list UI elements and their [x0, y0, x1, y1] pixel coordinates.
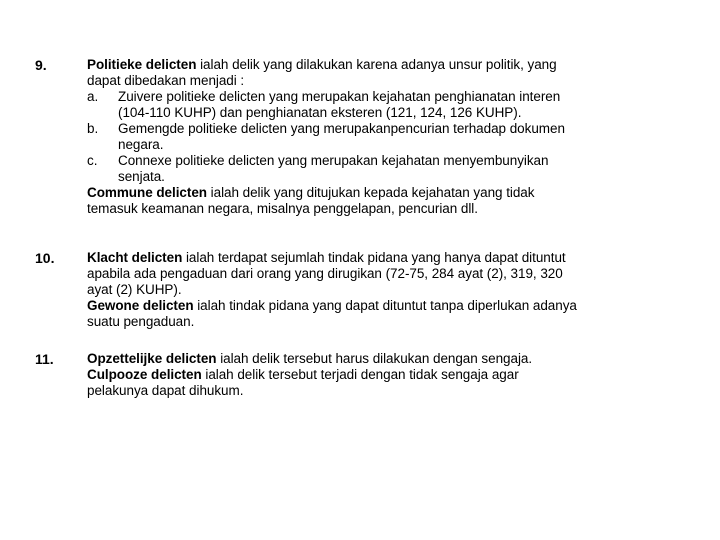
- sub-item-text: Gemengde politieke delicten yang merupakanpencurian terhadap dokumen: [118, 121, 565, 136]
- text-line: [87, 185, 687, 201]
- text-line: [87, 57, 687, 73]
- sub-item-text: (104-110 KUHP) dan penghianatan eksteren (121, 124, 126 KUHP).: [118, 105, 522, 120]
- sub-item-c: [87, 153, 687, 185]
- definition-text: ialah delik yang ditujukan kepada kejahatan yang tidak: [206, 185, 535, 200]
- text-line: dapat dibedakan menjadi :: [87, 73, 245, 88]
- term-gewone-delicten: Gewone delicten: [87, 298, 194, 313]
- text-line: pelakunya dapat dihukum.: [87, 383, 244, 398]
- term-opzettelijke-delicten: Opzettelijke delicten: [87, 351, 217, 366]
- item-body: [87, 250, 687, 330]
- definition-text: ialah delik tersebut terjadi dengan tidak sengaja agar: [201, 367, 519, 382]
- item-number: 9.: [35, 57, 47, 73]
- text-line: [87, 250, 687, 266]
- sub-item-text: Zuivere politieke delicten yang merupakan kejahatan penghianatan interen: [118, 89, 561, 104]
- definition-text: ialah tindak pidana yang dapat dituntut tanpa diperlukan adanya: [193, 298, 577, 313]
- text-line: suatu pengaduan.: [87, 314, 195, 329]
- definition-text: ialah delik yang dilakukan karena adanya unsur politik, yang: [196, 57, 557, 72]
- item-number: 11.: [35, 351, 54, 367]
- term-commune-delicten: Commune delicten: [87, 185, 207, 200]
- sub-item-text: negara.: [118, 137, 164, 152]
- text-line: [87, 351, 687, 367]
- sub-item-a: [87, 89, 687, 121]
- sub-item-b: [87, 121, 687, 153]
- term-culpooze-delicten: Culpooze delicten: [87, 367, 202, 382]
- term-klacht-delicten: Klacht delicten: [87, 250, 183, 265]
- text-line: ayat (2) KUHP).: [87, 282, 182, 297]
- item-body: [87, 351, 687, 399]
- definition-text: ialah terdapat sejumlah tindak pidana yang hanya dapat dituntut: [182, 250, 566, 265]
- item-number: 10.: [35, 250, 55, 266]
- sub-item-text: Connexe politieke delicten yang merupakan kejahatan menyembunyikan: [118, 153, 549, 168]
- sub-item-text: senjata.: [118, 169, 165, 184]
- term-politieke-delicten: Politieke delicten: [87, 57, 197, 72]
- definition-text: ialah delik tersebut harus dilakukan dengan sengaja.: [216, 351, 533, 366]
- item-body: [87, 57, 687, 217]
- sub-item-label: b.: [87, 121, 99, 136]
- text-line: [87, 367, 687, 383]
- sub-item-label: c.: [87, 153, 98, 168]
- text-line: [87, 298, 687, 314]
- text-line: apabila ada pengaduan dari orang yang dirugikan (72-75, 284 ayat (2), 319, 320: [87, 266, 563, 281]
- sub-item-label: a.: [87, 89, 99, 104]
- text-line: temasuk keamanan negara, misalnya penggelapan, pencurian dll.: [87, 201, 478, 216]
